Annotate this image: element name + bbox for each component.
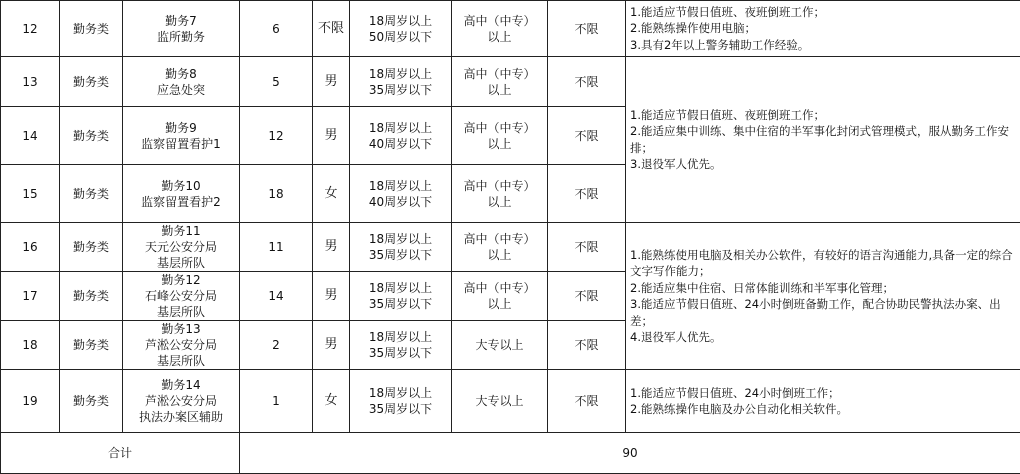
table-row — [1, 1, 1020, 57]
post-name-cell: 勤务8 应急处突 — [123, 57, 240, 107]
row-number: 17 — [1, 272, 60, 321]
headcount-cell: 1 — [240, 370, 313, 433]
headcount-cell: 12 — [240, 107, 313, 165]
post-name-cell: 勤务7 监所勤务 — [123, 1, 240, 57]
post-name-cell: 勤务13 芦淞公安分局 基层所队 — [123, 321, 240, 370]
gender-cell: 男 — [313, 272, 350, 321]
category-cell: 勤务类 — [60, 57, 123, 107]
education-cell: 高中（中专） 以上 — [452, 57, 548, 107]
education-cell: 大专以上 — [452, 321, 548, 370]
age-cell: 18周岁以上 35周岁以下 — [350, 321, 452, 370]
post-name-cell: 勤务10 监察留置看护2 — [123, 165, 240, 223]
requirements-cell: 1.能熟练使用电脑及相关办公软件，有较好的语言沟通能力,具备一定的综合文字写作能力； 2.能适应集中住宿、日常体能训练和半军事化管理； 3.能适应节假日值班、24小时倒班备勤工作，配合协助民警执法办案、出差； 4.退役军人优先。 — [626, 223, 1020, 370]
row-number: 14 — [1, 107, 60, 165]
row-number: 15 — [1, 165, 60, 223]
other-cell: 不限 — [548, 223, 626, 272]
age-cell: 18周岁以上 40周岁以下 — [350, 107, 452, 165]
headcount-cell: 2 — [240, 321, 313, 370]
headcount-cell: 5 — [240, 57, 313, 107]
gender-cell: 女 — [313, 165, 350, 223]
category-cell: 勤务类 — [60, 1, 123, 57]
category-cell: 勤务类 — [60, 272, 123, 321]
gender-cell: 男 — [313, 223, 350, 272]
other-cell: 不限 — [548, 165, 626, 223]
other-cell: 不限 — [548, 321, 626, 370]
post-name-cell: 勤务14 芦淞公安分局 执法办案区辅助 — [123, 370, 240, 433]
other-cell: 不限 — [548, 370, 626, 433]
post-name-cell: 勤务9 监察留置看护1 — [123, 107, 240, 165]
total-label: 合计 — [1, 433, 240, 474]
headcount-cell: 11 — [240, 223, 313, 272]
age-cell: 18周岁以上 35周岁以下 — [350, 57, 452, 107]
headcount-cell: 6 — [240, 1, 313, 57]
other-cell: 不限 — [548, 107, 626, 165]
requirements-cell: 1.能适应节假日值班、24小时倒班工作； 2.能熟练操作电脑及办公自动化相关软件。 — [626, 370, 1020, 433]
education-cell: 高中（中专） 以上 — [452, 223, 548, 272]
row-number: 12 — [1, 1, 60, 57]
education-cell: 高中（中专） 以上 — [452, 272, 548, 321]
row-number: 13 — [1, 57, 60, 107]
post-name-cell: 勤务12 石峰公安分局 基层所队 — [123, 272, 240, 321]
gender-cell: 女 — [313, 370, 350, 433]
age-cell: 18周岁以上 50周岁以下 — [350, 1, 452, 57]
education-cell: 大专以上 — [452, 370, 548, 433]
category-cell: 勤务类 — [60, 165, 123, 223]
total-value: 90 — [240, 433, 1020, 474]
gender-cell: 男 — [313, 57, 350, 107]
requirements-cell: 1.能适应节假日值班、夜班倒班工作； 2.能适应集中训练、集中住宿的半军事化封闭式管理模式，服从勤务工作安排； 3.退役军人优先。 — [626, 57, 1020, 223]
post-name-cell: 勤务11 天元公安分局 基层所队 — [123, 223, 240, 272]
row-number: 19 — [1, 370, 60, 433]
age-cell: 18周岁以上 40周岁以下 — [350, 165, 452, 223]
other-cell: 不限 — [548, 57, 626, 107]
row-number: 18 — [1, 321, 60, 370]
age-cell: 18周岁以上 35周岁以下 — [350, 370, 452, 433]
table-row — [1, 57, 1020, 107]
total-row — [1, 433, 1020, 474]
other-cell: 不限 — [548, 1, 626, 57]
table-row — [1, 223, 1020, 272]
gender-cell: 不限 — [313, 1, 350, 57]
education-cell: 高中（中专） 以上 — [452, 1, 548, 57]
education-cell: 高中（中专） 以上 — [452, 165, 548, 223]
headcount-cell: 14 — [240, 272, 313, 321]
category-cell: 勤务类 — [60, 321, 123, 370]
education-cell: 高中（中专） 以上 — [452, 107, 548, 165]
category-cell: 勤务类 — [60, 107, 123, 165]
table-row — [1, 370, 1020, 433]
age-cell: 18周岁以上 35周岁以下 — [350, 272, 452, 321]
gender-cell: 男 — [313, 107, 350, 165]
gender-cell: 男 — [313, 321, 350, 370]
requirements-cell: 1.能适应节假日值班、夜班倒班工作； 2.能熟练操作使用电脑； 3.具有2年以上警务辅助工作经验。 — [626, 1, 1020, 57]
row-number: 16 — [1, 223, 60, 272]
category-cell: 勤务类 — [60, 223, 123, 272]
age-cell: 18周岁以上 35周岁以下 — [350, 223, 452, 272]
category-cell: 勤务类 — [60, 370, 123, 433]
other-cell: 不限 — [548, 272, 626, 321]
headcount-cell: 18 — [240, 165, 313, 223]
